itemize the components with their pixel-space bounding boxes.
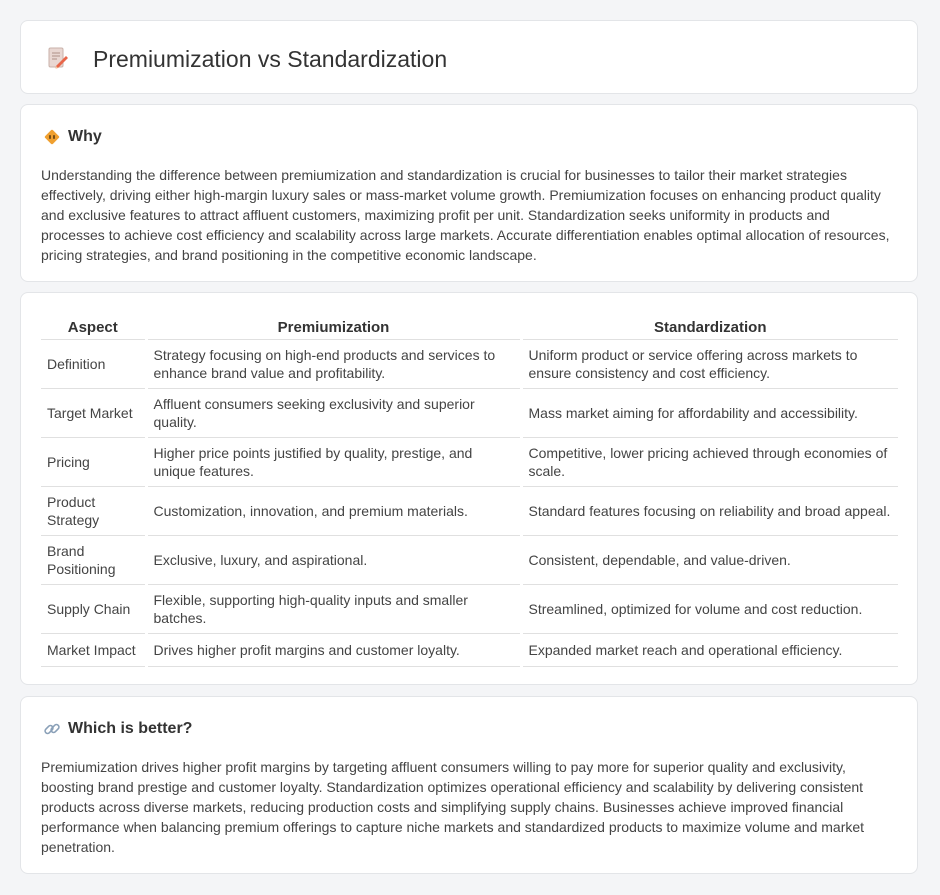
which-is-better-section: [20, 696, 918, 874]
link-icon: [43, 720, 61, 738]
table-row: [41, 438, 898, 487]
page-title: Premiumization vs Standardization: [93, 46, 448, 72]
standardization-cell: Uniform product or service offering across markets to ensure consistency and cost efficiency.: [521, 340, 898, 389]
comparison-table: [41, 315, 898, 667]
table-header-row: [41, 315, 898, 340]
table-row: [41, 487, 898, 536]
standardization-cell: Expanded market reach and operational efficiency.: [521, 634, 898, 667]
premiumization-cell: Exclusive, luxury, and aspirational.: [146, 536, 521, 585]
aspect-cell: Pricing: [41, 438, 146, 487]
standardization-cell: Mass market aiming for affordability and accessibility.: [521, 389, 898, 438]
standardization-cell: Competitive, lower pricing achieved through economies of scale.: [521, 438, 898, 487]
aspect-cell: Target Market: [41, 389, 146, 438]
table-row: [41, 389, 898, 438]
premiumization-cell: Flexible, supporting high-quality inputs and smaller batches.: [146, 585, 521, 634]
standardization-cell: Standard features focusing on reliability and broad appeal.: [521, 487, 898, 536]
why-section: [20, 104, 918, 282]
aspect-cell: Brand Positioning: [41, 536, 146, 585]
table-row: [41, 536, 898, 585]
premiumization-cell: Drives higher profit margins and customer loyalty.: [146, 634, 521, 667]
table-row: [41, 585, 898, 634]
premiumization-cell: Customization, innovation, and premium materials.: [146, 487, 521, 536]
aspect-cell: Market Impact: [41, 634, 146, 667]
comparison-section: [20, 292, 918, 685]
why-body: Understanding the difference between premiumization and standardization is crucial for businesses to tailor their market strategies effectively, driving either high-margin luxury sales or mass-market volume growth. Premiumization focuses on enhancing product quality and exclusive features to attract affluent customers, maximizing profit per unit. Standardization seeks uniformity in products and processes to achieve cost efficiency and scalability across large markets. Accurate differentiation enables optimal allocation of resources, pricing strategies, and brand positioning in the competitive economic landscape.: [41, 167, 890, 263]
why-heading: Why: [68, 128, 102, 145]
aspect-cell: Product Strategy: [41, 487, 146, 536]
header-premiumization: Premiumization: [146, 315, 521, 340]
standardization-cell: Consistent, dependable, and value-driven.: [521, 536, 898, 585]
better-body: Premiumization drives higher profit margins by targeting affluent consumers willing to pay more for superior quality and exclusivity, boosting brand prestige and customer loyalty. Standardization optimizes operational efficiency and scalability by delivering consistent products across diverse markets, reducing production costs and simplifying supply chains. Businesses achieve improved financial performance when balancing premium offerings to capture niche markets and standardized products to maximize volume and market penetration.: [41, 759, 865, 855]
premiumization-cell: Strategy focusing on high-end products and services to enhance brand value and profitability.: [146, 340, 521, 389]
diamond-sign-icon: [43, 128, 61, 146]
premiumization-cell: Affluent consumers seeking exclusivity and superior quality.: [146, 389, 521, 438]
aspect-cell: Definition: [41, 340, 146, 389]
header-standardization: Standardization: [521, 315, 898, 340]
table-row: [41, 340, 898, 389]
document-pencil-icon: [47, 47, 69, 69]
aspect-cell: Supply Chain: [41, 585, 146, 634]
title-card: [20, 20, 918, 94]
premiumization-cell: Higher price points justified by quality, prestige, and unique features.: [146, 438, 521, 487]
header-aspect: Aspect: [41, 315, 146, 340]
standardization-cell: Streamlined, optimized for volume and cost reduction.: [521, 585, 898, 634]
better-heading: Which is better?: [68, 720, 193, 737]
table-row: [41, 634, 898, 667]
